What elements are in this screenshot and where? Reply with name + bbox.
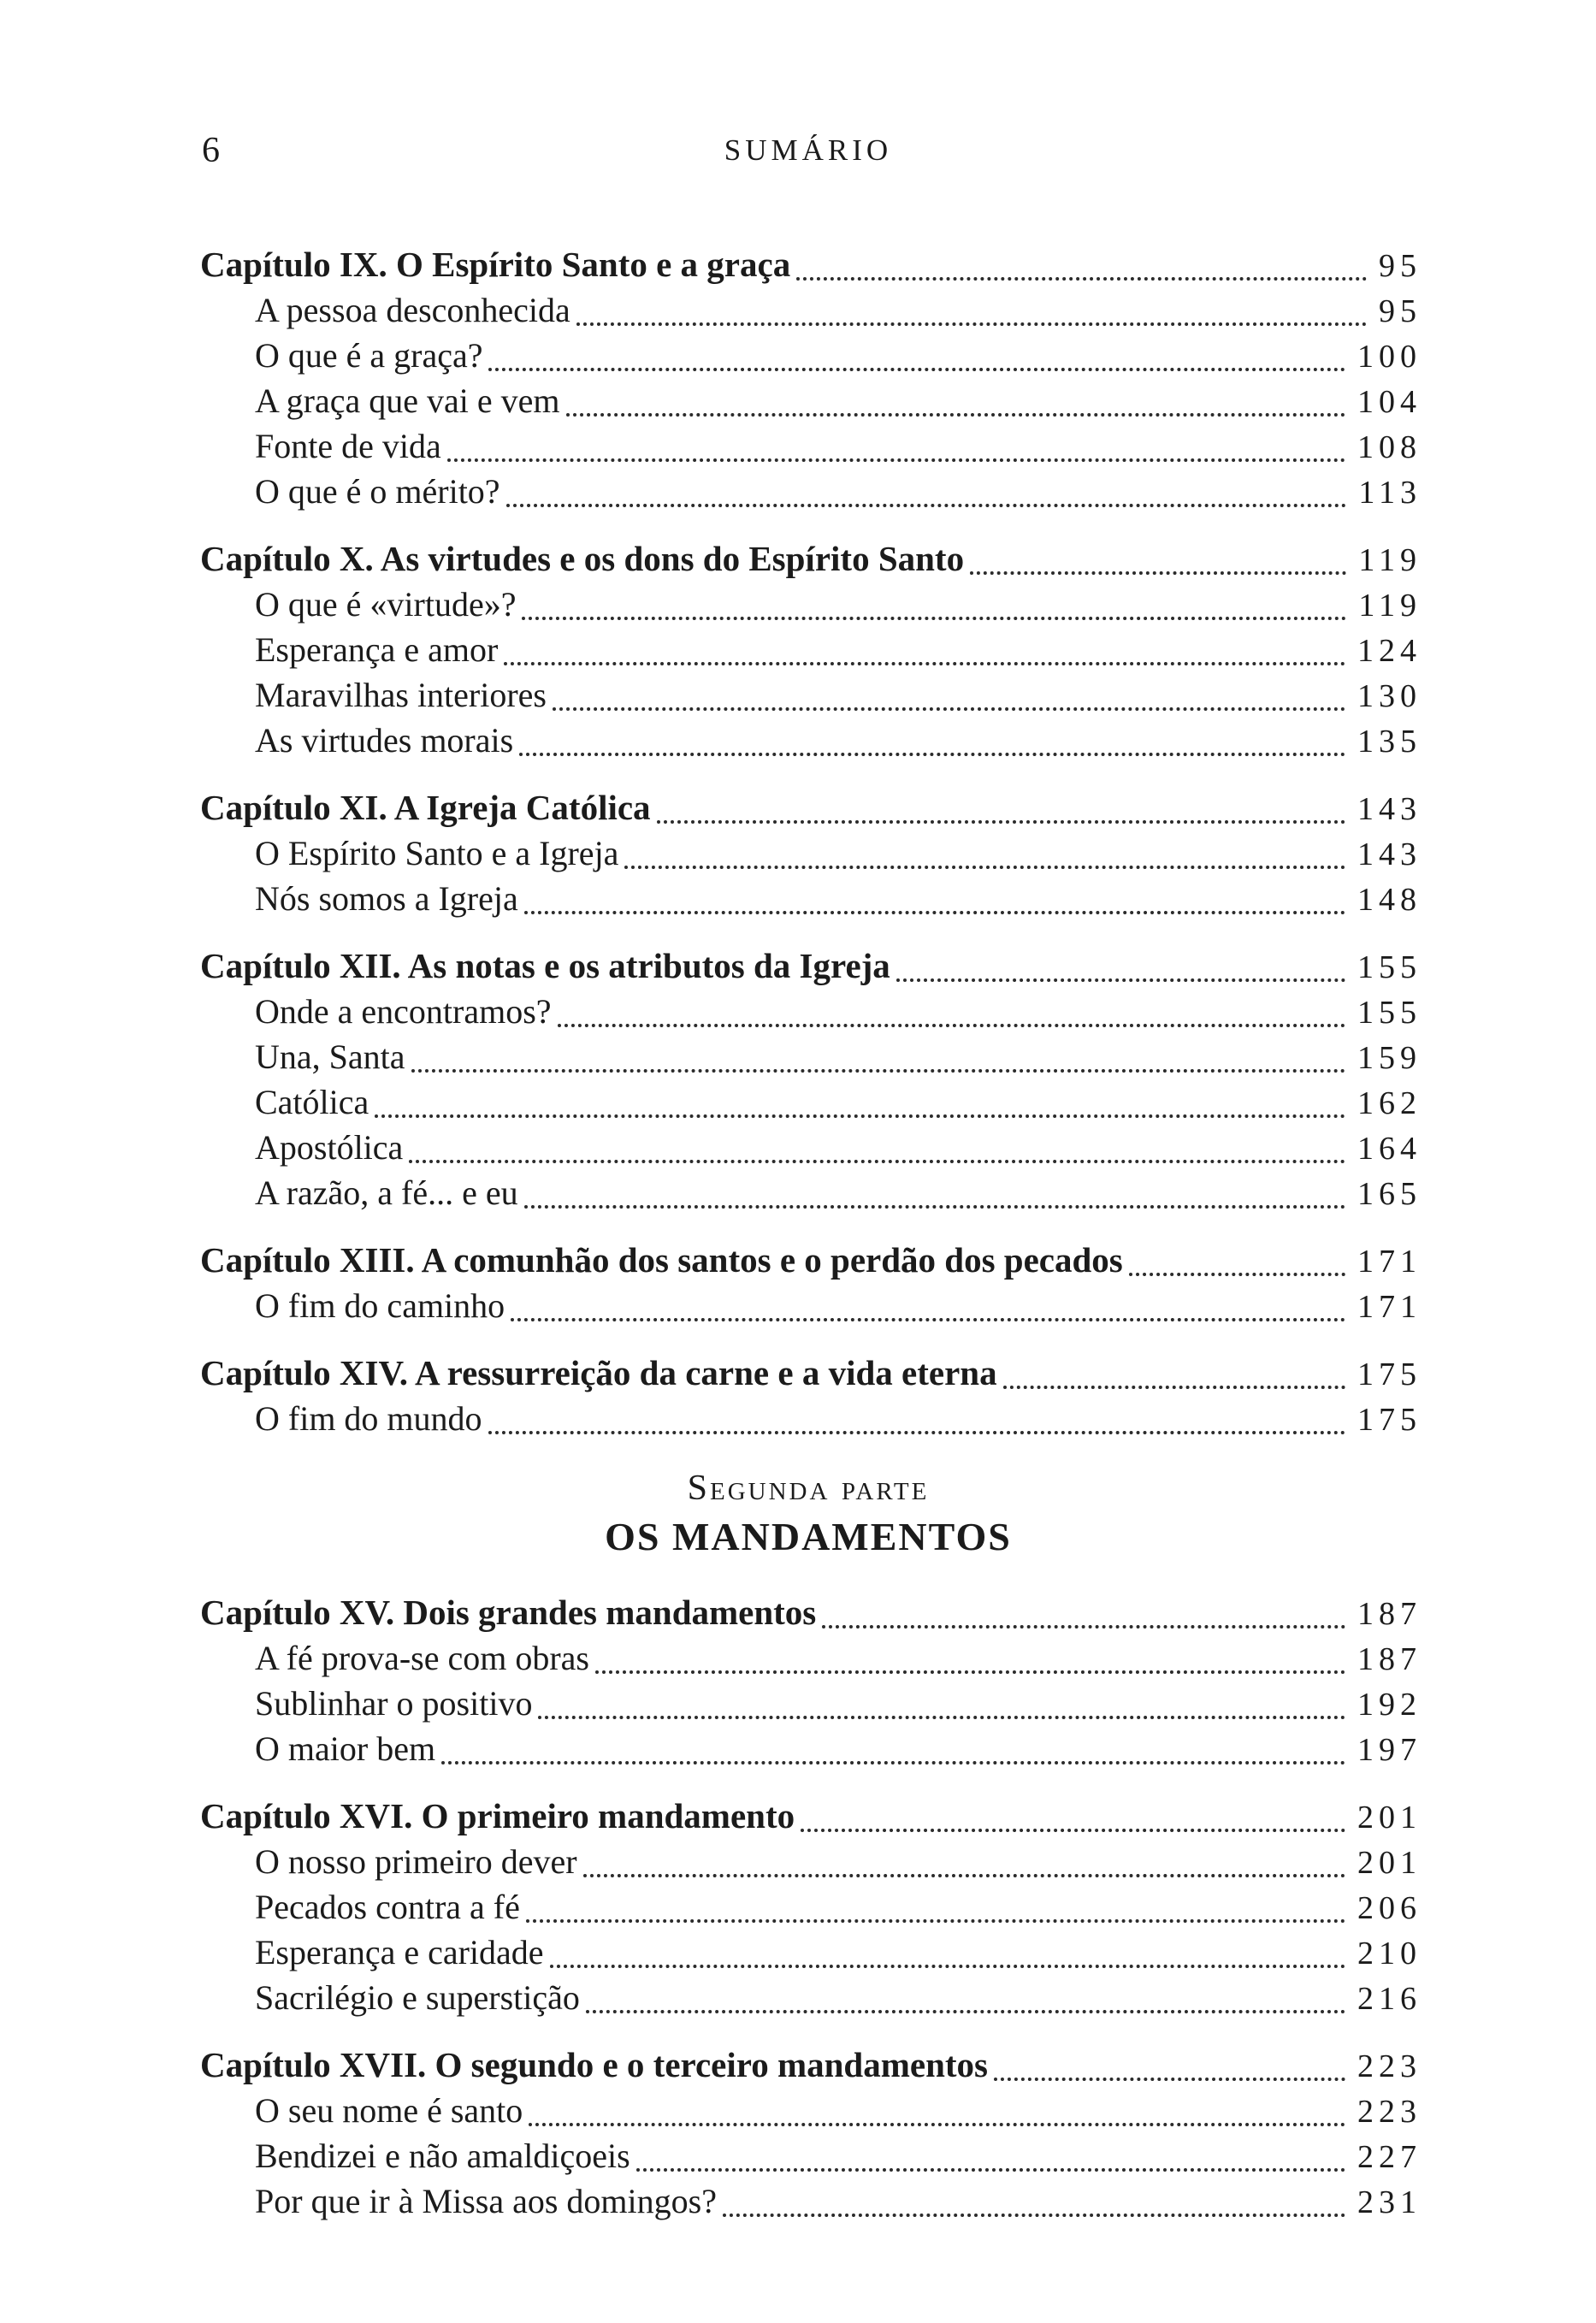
toc-sub-row [200,990,1422,1035]
toc-sub-row [200,1682,1422,1727]
dot-leader [636,2168,1345,2172]
dot-leader [1003,1386,1345,1389]
toc-entry-page: 95 [1379,293,1422,329]
toc-sub-row [200,2134,1422,2179]
dot-leader [441,1761,1345,1764]
dot-leader [558,1024,1345,1027]
toc-entry-page: 231 [1357,2184,1422,2220]
dot-leader [529,2123,1345,2126]
toc-sub-row [200,424,1422,470]
running-title: SUMÁRIO [724,133,893,167]
dot-leader [1129,1273,1345,1276]
dot-leader [524,911,1345,914]
toc-entry-title: O que é o mérito? [255,472,500,511]
toc-entry-title: Una, Santa [255,1037,405,1076]
toc-sub-row [200,1976,1422,2021]
toc-entry-title: Capítulo XV. Dois grandes mandamentos [200,1593,817,1632]
toc-chapter-row [200,1591,1422,1636]
toc-entry-page: 119 [1358,588,1422,624]
part-heading-main: OS MANDAMENTOS [605,1515,1012,1558]
part-heading [200,1468,1416,1560]
toc-entry-page: 206 [1357,1890,1422,1926]
dot-leader [553,707,1345,711]
toc-block-chapter-11 [200,786,1422,922]
dot-leader [586,2010,1345,2013]
toc-sub-row [200,334,1422,379]
toc-block-chapter-17 [200,2043,1422,2225]
dot-leader [447,458,1345,462]
toc-entry-page: 175 [1357,1357,1422,1392]
toc-entry-title: O Espírito Santo e a Igreja [255,834,619,872]
toc-sub-row [200,1171,1422,1216]
toc-entry-title: Onde a encontramos? [255,992,552,1031]
dot-leader [409,1160,1345,1163]
toc-entry-page: 104 [1357,384,1422,420]
toc-entry-page: 187 [1357,1596,1422,1632]
toc-sub-row [200,470,1422,515]
toc-entry-title: Esperança e caridade [255,1933,544,1971]
toc-entry-title: Capítulo X. As virtudes e os dons do Espírito Santo [200,539,965,578]
dot-leader [576,322,1367,326]
toc-sub-row [200,628,1422,673]
toc-entry-page: 171 [1357,1244,1422,1280]
toc-sub-row [200,1885,1422,1930]
toc-entry-page: 113 [1358,475,1422,511]
toc-chapter-row [200,1794,1422,1840]
part-heading-small: Segunda parte [687,1469,930,1508]
dot-leader [411,1069,1345,1073]
toc-sub-row [200,1284,1422,1329]
dot-leader [375,1114,1345,1118]
toc-entry-page: 171 [1357,1289,1422,1325]
dot-leader [822,1625,1345,1628]
toc-sub-row [200,1126,1422,1171]
toc-entry-page: 223 [1357,2094,1422,2130]
toc-sub-row [200,1930,1422,1976]
toc-sub-row [200,288,1422,334]
toc-entry-page: 201 [1357,1845,1422,1881]
toc-entry-title: O fim do caminho [255,1286,505,1325]
toc-entry-title: Capítulo XI. A Igreja Católica [200,788,651,827]
toc-entry-title: Capítulo XII. As notas e os atributos da Igreja [200,946,890,985]
toc-entry-title: A graça que vai e vem [255,381,560,420]
toc-entry-title: Apostólica [255,1128,404,1167]
toc-entry-title: Bendizei e não amaldiçoeis [255,2137,630,2175]
dot-leader [506,504,1347,507]
toc-entry-page: 100 [1357,339,1422,375]
toc-entry-title: Maravilhas interiores [255,676,547,714]
toc-block-chapter-9 [200,243,1422,515]
dot-leader [624,866,1345,869]
toc-entry-title: Sublinhar o positivo [255,1684,533,1723]
toc-entry-title: As virtudes morais [255,721,514,760]
toc-entry-title: Capítulo XVII. O segundo e o terceiro mandamentos [200,2045,988,2084]
toc-block-chapter-10 [200,537,1422,764]
toc-chapter-row [200,243,1422,288]
toc-entry-title: Esperança e amor [255,630,499,669]
toc-block-chapter-13 [200,1238,1422,1329]
dot-leader [538,1716,1345,1719]
dot-leader [723,2214,1345,2217]
toc-entry-title: Capítulo IX. O Espírito Santo e a graça [200,245,791,284]
toc-entry-page: 155 [1357,995,1422,1031]
toc-entry-page: 164 [1357,1131,1422,1167]
toc-entry-page: 159 [1357,1040,1422,1076]
dot-leader [524,1205,1345,1209]
toc-entry-title: O fim do mundo [255,1399,482,1438]
dot-leader [801,1829,1345,1832]
toc-entry-title: O seu nome é santo [255,2091,523,2130]
toc-sub-row [200,1080,1422,1126]
toc-entry-title: O que é a graça? [255,336,483,375]
toc-entry-page: 227 [1357,2139,1422,2175]
toc-block-chapter-15 [200,1591,1422,1772]
toc-entry-title: Nós somos a Igreja [255,879,518,918]
toc-entry-page: 155 [1357,949,1422,985]
toc-chapter-row [200,786,1422,831]
toc-entry-title: Fonte de vida [255,427,441,465]
toc-entry-page: 197 [1357,1732,1422,1768]
toc-block-chapter-14 [200,1351,1422,1442]
toc-sub-row [200,1035,1422,1080]
dot-leader [488,368,1345,371]
toc-sub-row [200,379,1422,424]
toc-entry-page: 95 [1379,248,1422,284]
toc-entry-title: Pecados contra a fé [255,1888,520,1926]
dot-leader [550,1965,1345,1968]
toc-entry-title: Sacrilégio e superstição [255,1978,580,2017]
toc-entry-page: 108 [1357,429,1422,465]
dot-leader [595,1670,1345,1674]
dot-leader [994,2078,1345,2081]
toc-entry-page: 187 [1357,1641,1422,1677]
page-number-folio: 6 [202,131,220,170]
toc-sub-row [200,718,1422,764]
dot-leader [522,617,1346,620]
page-content [200,128,1422,2225]
dot-leader [796,277,1367,281]
dot-leader [488,1431,1345,1434]
toc-sub-row [200,1727,1422,1772]
toc-sub-row [200,2089,1422,2134]
toc-entry-page: 119 [1358,542,1422,578]
toc-sub-row [200,582,1422,628]
dot-leader [566,413,1345,417]
toc-entry-title: A razão, a fé... e eu [255,1173,518,1212]
toc-sub-row [200,831,1422,877]
toc-entry-title: O nosso primeiro dever [255,1842,577,1881]
toc-entry-title: A fé prova-se com obras [255,1639,589,1677]
dot-leader [504,662,1345,665]
toc-entry-page: 216 [1357,1981,1422,2017]
toc-entry-title: Capítulo XIV. A ressurreição da carne e a vida eterna [200,1353,997,1392]
toc-entry-page: 192 [1357,1687,1422,1723]
toc-chapter-row [200,1238,1422,1284]
toc-chapter-row [200,2043,1422,2089]
toc-sub-row [200,673,1422,718]
toc-entry-title: O maior bem [255,1729,436,1768]
toc-entry-page: 223 [1357,2048,1422,2084]
toc-entry-page: 162 [1357,1085,1422,1121]
toc-sub-row [200,1636,1422,1682]
toc-block-chapter-16 [200,1794,1422,2021]
toc-entry-page: 165 [1357,1176,1422,1212]
toc-entry-title: Capítulo XVI. O primeiro mandamento [200,1796,795,1835]
toc-entry-page: 135 [1357,724,1422,760]
dot-leader [511,1318,1345,1321]
toc-sub-row [200,2179,1422,2225]
dot-leader [970,571,1346,575]
toc-chapter-row [200,1351,1422,1397]
toc-chapter-row [200,537,1422,582]
dot-leader [526,1919,1345,1923]
toc-entry-page: 210 [1357,1936,1422,1971]
toc-entry-page: 143 [1357,836,1422,872]
dot-leader [896,978,1345,982]
toc-entry-title: A pessoa desconhecida [255,291,570,329]
toc-entry-page: 143 [1357,791,1422,827]
toc-entry-page: 201 [1357,1800,1422,1835]
toc-block-chapter-12 [200,944,1422,1216]
toc-entry-page: 175 [1357,1402,1422,1438]
toc-entry-title: Capítulo XIII. A comunhão dos santos e o perdão dos pecados [200,1240,1123,1280]
toc-entry-title: Por que ir à Missa aos domingos? [255,2182,717,2220]
toc-entry-page: 130 [1357,678,1422,714]
dot-leader [583,1874,1345,1877]
running-head [200,128,1416,173]
dot-leader [519,753,1345,756]
toc-sub-row [200,1840,1422,1885]
toc-chapter-row [200,944,1422,990]
toc-entry-title: O que é «virtude»? [255,585,517,624]
dot-leader [657,820,1345,824]
toc-entry-page: 148 [1357,882,1422,918]
toc-sub-row [200,1397,1422,1442]
toc-sub-row [200,877,1422,922]
toc-entry-title: Católica [255,1083,369,1121]
toc-entry-page: 124 [1357,633,1422,669]
